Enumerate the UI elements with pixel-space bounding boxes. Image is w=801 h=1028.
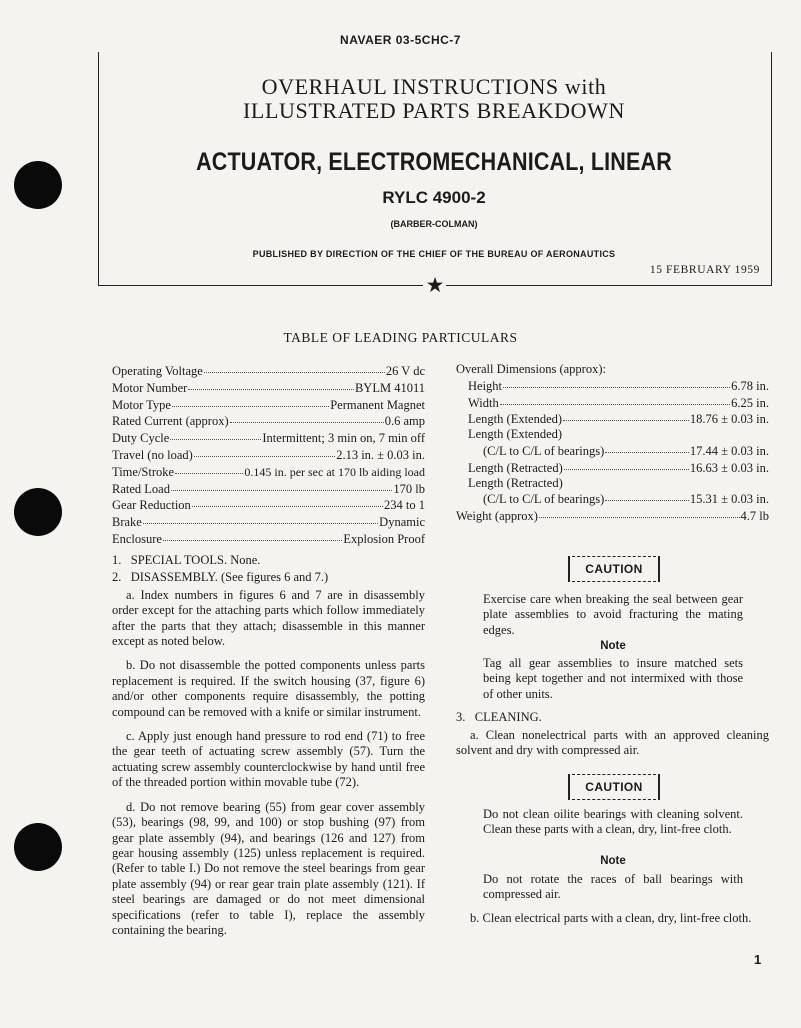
spec-row: Motor Type Permanent Magnet xyxy=(112,396,425,413)
spec-row: Gear Reduction 234 to 1 xyxy=(112,496,425,513)
spec-row: Time/Stroke 0.145 in. per sec at 170 lb aiding load xyxy=(112,463,425,480)
spec-row: (C/L to C/L of bearings) 15.31 ± 0.03 in. xyxy=(456,490,769,507)
spec-row: Rated Current (approx) 0.6 amp xyxy=(112,412,425,429)
section-3-cleaning: 3. CLEANING. xyxy=(456,710,542,724)
left-column xyxy=(112,553,425,938)
frame-rule-left xyxy=(98,285,423,286)
star-icon: ★ xyxy=(425,273,445,297)
paragraph-2b: b. Do not disassemble the potted components unless parts replacement is required. If the switch housing (37, figure 6) and/or other components require disassembly, the potting compound can be removed with a knife or similar instrument. xyxy=(112,658,425,719)
item-title: ACTUATOR, ELECTROMECHANICAL, LINEAR xyxy=(196,148,672,176)
spec-row: Duty Cycle Intermittent; 3 min on, 7 min off xyxy=(112,429,425,446)
spec-row: Length (Extended) 18.76 ± 0.03 in. xyxy=(456,410,769,427)
frame-rule-right xyxy=(446,285,772,286)
spec-row: Length (Retracted) 16.63 ± 0.03 in. xyxy=(456,459,769,476)
title-line-2: ILLUSTRATED PARTS BREAKDOWN xyxy=(243,98,625,123)
note-1-text: Tag all gear assemblies to insure matched sets being kept together and not intermixed with those of other units. xyxy=(483,656,743,701)
model-number: RYLC 4900-2 xyxy=(382,188,486,207)
note-1-heading: Note xyxy=(600,640,626,652)
spec-row: Operating Voltage 26 V dc xyxy=(112,362,425,379)
spec-row: (C/L to C/L of bearings) 17.44 ± 0.03 in. xyxy=(456,442,769,459)
spec-row-label: Length (Retracted) xyxy=(468,475,563,490)
spec-row-label: Length (Extended) xyxy=(468,427,563,442)
manufacturer: (BARBER-COLMAN) xyxy=(390,219,478,229)
paragraph-3b: b. Clean electrical parts with a clean, dry, lint-free cloth. xyxy=(470,911,752,925)
paragraph-2a: a. Index numbers in figures 6 and 7 are in disassembly order except for the attaching parts which follow immediately after the parts that they attach; disassemble in this manner except as noted below. xyxy=(112,587,425,649)
spec-row-weight: Weight (approx) 4.7 lb xyxy=(456,507,769,524)
spec-row: Brake Dynamic xyxy=(112,513,425,530)
published-by: PUBLISHED BY DIRECTION OF THE CHIEF OF THE BUREAU OF AERONAUTICS xyxy=(252,249,616,259)
dimensions-header: Overall Dimensions (approx): xyxy=(456,362,606,376)
publication-date: 15 FEBRUARY 1959 xyxy=(649,264,760,276)
caution-2-text: Do not clean oilite bearings with cleaning solvent. Clean these parts with a clean, dry, lint-free cloth. xyxy=(483,807,743,837)
document-number: NAVAER 03-5CHC-7 xyxy=(340,33,461,47)
paragraph-3a: a. Clean nonelectrical parts with an approved cleaning solvent and dry with compressed air. xyxy=(456,728,769,758)
title-line-1: OVERHAUL INSTRUCTIONS with xyxy=(261,74,607,99)
spec-row: Motor Number BYLM 41011 xyxy=(112,379,425,396)
particulars-left xyxy=(112,362,425,547)
spec-row: Width 6.25 in. xyxy=(456,394,769,411)
caution-box-1: CAUTION xyxy=(568,556,660,582)
page-number: 1 xyxy=(754,952,762,967)
caution-1-text: Exercise care when breaking the seal between gear plate assemblies to avoid fracturing the mating edges. xyxy=(483,592,743,637)
paragraph-2d: d. Do not remove bearing (55) from gear cover assembly (53), bearings (98, 99, and 100) or stop bushing (97) from gear plate assembly (94), and bearings (126 and 127) from gear housing assembly (125) unless replacement is required. (Refer to table I.) Do not remove the steel bearings from gear plate assembly (94) or rear gear train plate assembly (121). If steel bearings are damaged or do not meet dimensional specifications (refer to table I), replace the assembly containing the bearing. xyxy=(112,799,425,937)
particulars-right xyxy=(456,362,769,524)
section-1-special-tools: 1. SPECIAL TOOLS. None. xyxy=(112,553,261,567)
spec-row: Rated Load 170 lb xyxy=(112,480,425,497)
binder-hole-bottom xyxy=(14,823,62,871)
binder-hole-middle xyxy=(14,488,62,536)
paragraph-2c: c. Apply just enough hand pressure to rod end (71) to free the gear teeth of actuating screw assembly (57). Turn the actuating screw assembly counterclockwise by hand until free of the threaded portion within movable tube (72). xyxy=(112,729,425,790)
spec-row: Travel (no load) 2.13 in. ± 0.03 in. xyxy=(112,446,425,463)
spec-row: Enclosure Explosion Proof xyxy=(112,530,425,547)
binder-hole-top xyxy=(14,161,62,209)
note-2-text: Do not rotate the races of ball bearings with compressed air. xyxy=(483,872,743,902)
spec-row: Height 6.78 in. xyxy=(456,377,769,394)
note-2-heading: Note xyxy=(600,855,626,867)
particulars-title: TABLE OF LEADING PARTICULARS xyxy=(283,330,518,345)
caution-box-2: CAUTION xyxy=(568,774,660,800)
section-2-disassembly: 2. DISASSEMBLY. (See figures 6 and 7.) xyxy=(112,570,329,585)
